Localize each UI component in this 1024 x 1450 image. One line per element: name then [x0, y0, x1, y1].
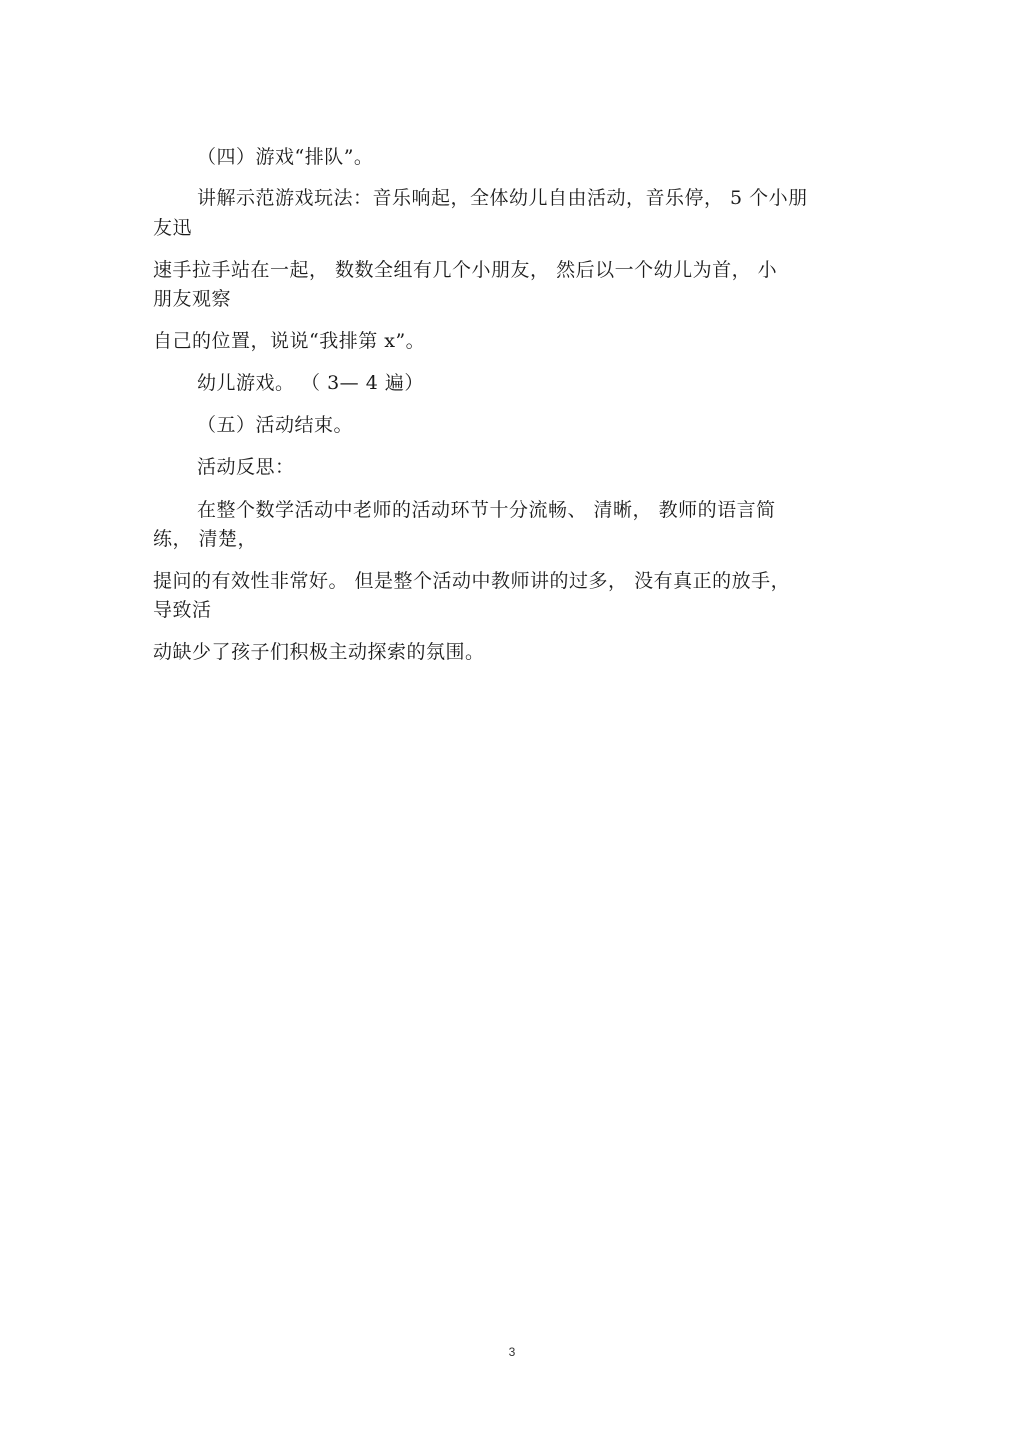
paragraph-line: 自己的位置，说说“我排第 x”。 [153, 330, 426, 352]
paragraph-line: 导致活 [153, 599, 212, 621]
paragraph-line: 朋友观察 [153, 288, 232, 310]
section-heading-game: （四）游戏“排队”。 [197, 146, 374, 168]
page-number: 3 [508, 1345, 516, 1359]
section-heading-end: （五）活动结束。 [197, 414, 354, 436]
paragraph-line: 讲解示范游戏玩法：音乐响起，全体幼儿自由活动，音乐停， 5 个小朋 [197, 187, 808, 209]
paragraph-line: 在整个数学活动中老师的活动环节十分流畅、 清晰， 教师的语言简 [197, 499, 776, 521]
paragraph-line: 提问的有效性非常好。 但是整个活动中教师讲的过多， 没有真正的放手， [153, 570, 791, 592]
section-heading-reflection: 活动反思： [197, 456, 295, 478]
paragraph-line: 练， 清楚， [153, 528, 258, 550]
paragraph-line: 速手拉手站在一起， 数数全组有几个小朋友， 然后以一个幼儿为首， 小 [153, 259, 778, 281]
paragraph-line: 友迅 [153, 217, 193, 239]
paragraph-line: 动缺少了孩子们积极主动探索的氛围。 [153, 641, 485, 663]
paragraph-line: 幼儿游戏。 （ 3— 4 遍） [197, 372, 424, 394]
